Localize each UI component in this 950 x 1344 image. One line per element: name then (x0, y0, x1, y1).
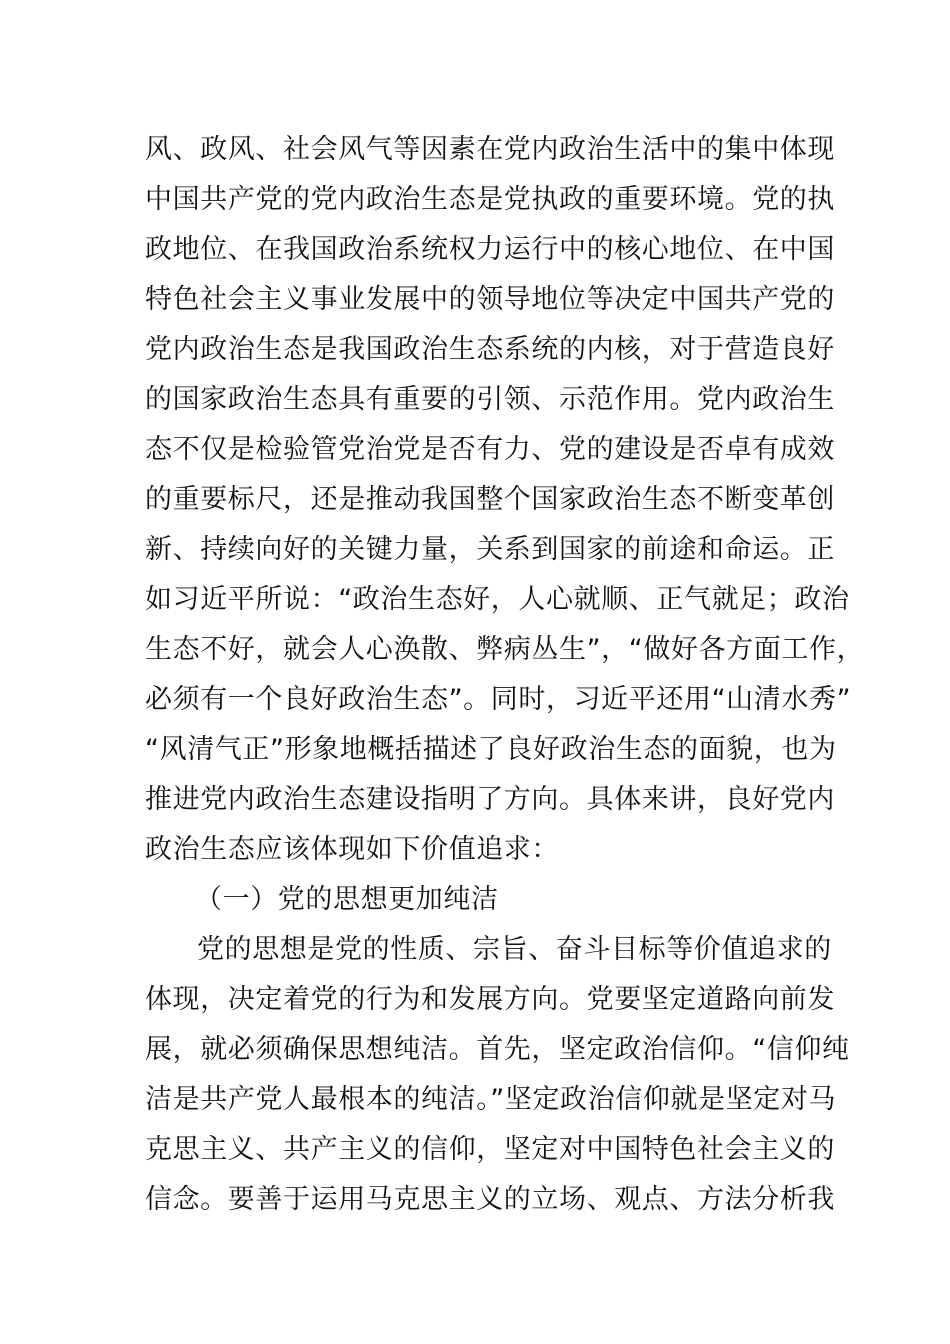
paragraph-first-line: 党的思想是党的性质、宗旨、奋斗目标等价值追求的 (197, 934, 832, 965)
text-line: 克思主义、共产主义的信仰，坚定对中国特色社会主义的 (145, 1134, 835, 1165)
text-line: 推进党内政治生态建设指明了方向。具体来讲，良好党内 (145, 784, 835, 815)
text-line: 的国家政治生态具有重要的引领、示范作用。党内政治生 (145, 384, 835, 415)
text-line: 特色社会主义事业发展中的领导地位等决定中国共产党的 (145, 284, 835, 315)
text-line: 政地位、在我国政治系统权力运行中的核心地位、在中国 (145, 234, 835, 265)
text-line: 党内政治生态是我国政治生态系统的内核，对于营造良好 (145, 334, 835, 365)
text-line: 生态不好，就会人心涣散、弊病丛生”，“做好各方面工作， (145, 634, 865, 665)
text-line: 如习近平所说：“政治生态好，人心就顺、正气就足；政治 (145, 584, 850, 615)
text-line: 政治生态应该体现如下价值追求： (145, 834, 559, 865)
section-heading: （一）党的思想更加纯洁 (195, 884, 499, 915)
text-line: 洁是共产党人最根本的纯洁。”坚定政治信仰就是坚定对马 (145, 1084, 837, 1115)
text-line: 必须有一个良好政治生态”。同时，习近平还用“山清水秀” (145, 684, 852, 715)
text-line: 的重要标尺，还是推动我国整个国家政治生态不断变革创 (145, 484, 835, 515)
text-line: 展，就必须确保思想纯洁。首先，坚定政治信仰。“信仰纯 (145, 1034, 850, 1065)
text-line: 体现，决定着党的行为和发展方向。党要坚定道路向前发 (145, 984, 835, 1015)
text-line: 新、持续向好的关键力量，关系到国家的前途和命运。正 (145, 534, 835, 565)
text-line: “风清气正”形象地概括描述了良好政治生态的面貌，也为 (145, 734, 837, 765)
text-line: 中国共产党的党内政治生态是党执政的重要环境。党的执 (145, 184, 835, 215)
text-line: 态不仅是检验管党治党是否有力、党的建设是否卓有成效 (145, 434, 835, 465)
text-line: 信念。要善于运用马克思主义的立场、观点、方法分析我 (145, 1184, 835, 1215)
text-line: 风、政风、社会风气等因素在党内政治生活中的集中体现 (145, 134, 835, 165)
